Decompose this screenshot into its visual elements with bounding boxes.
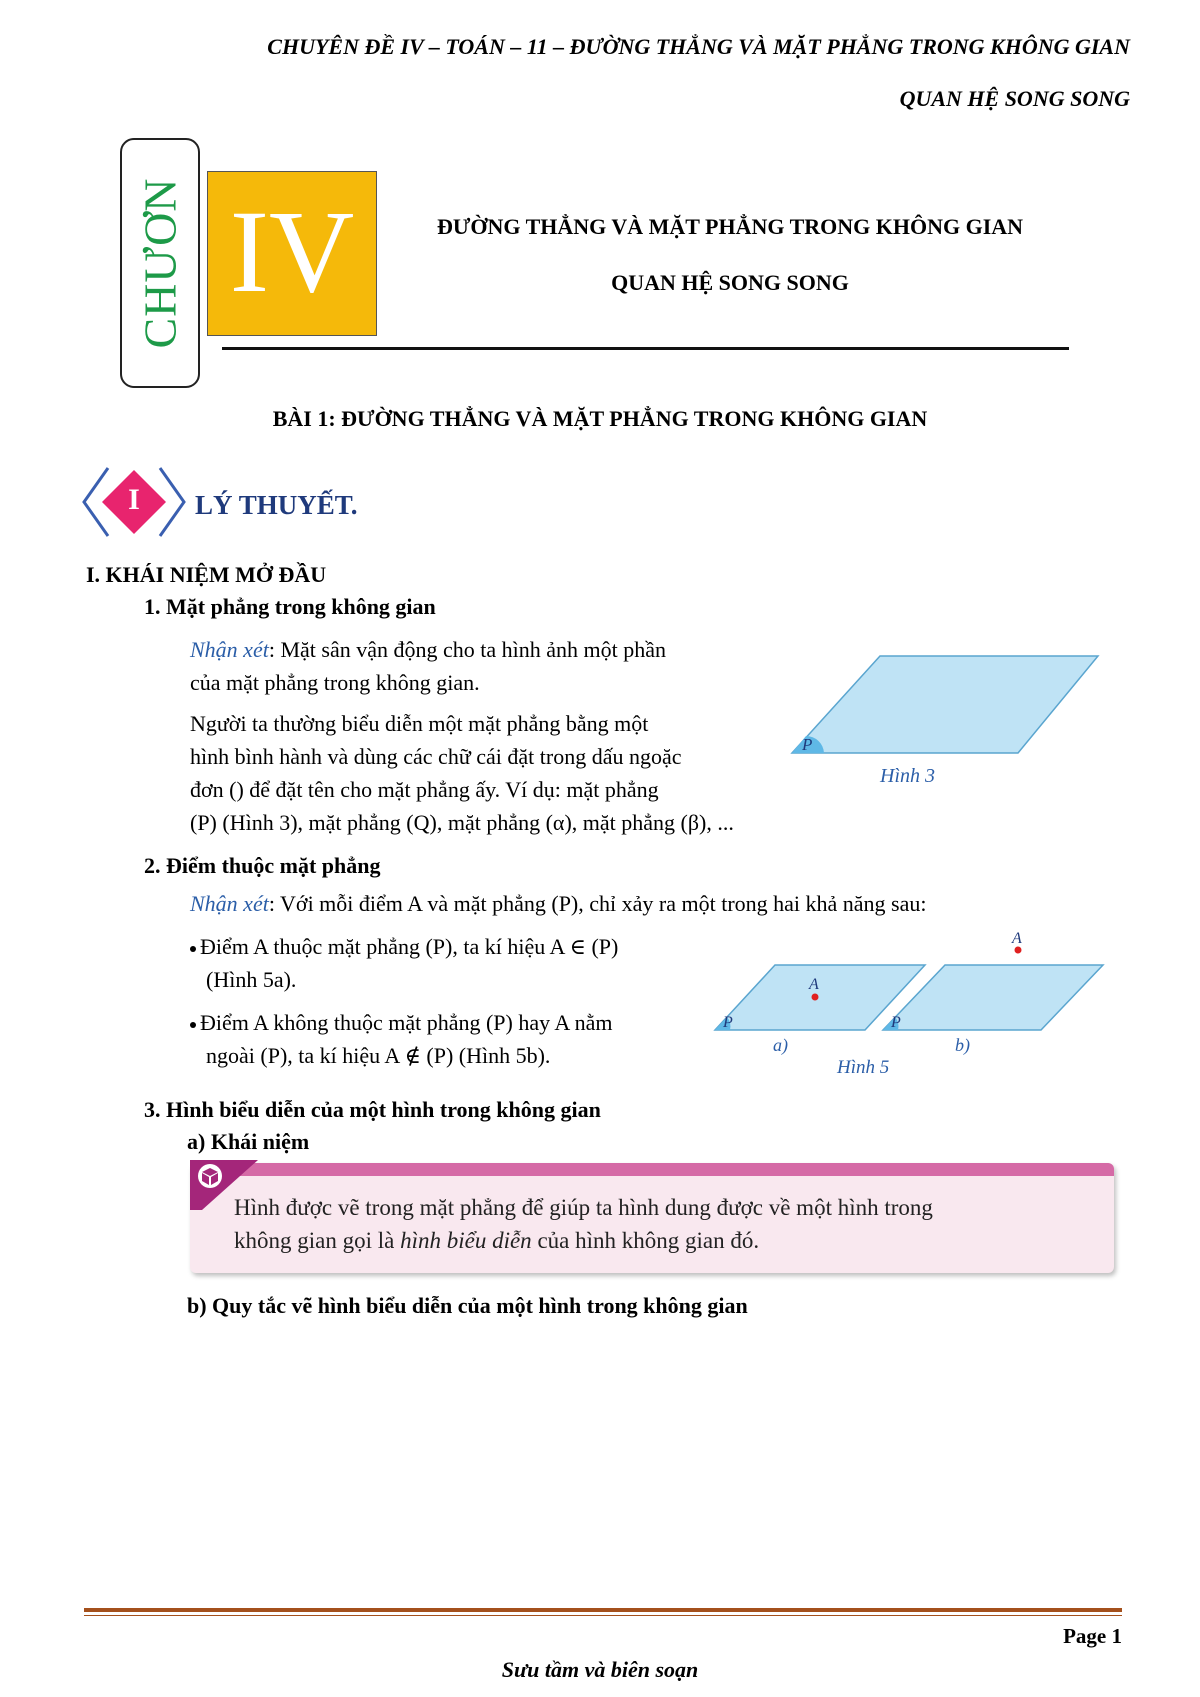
theory-label: LÝ THUYẾT.	[195, 490, 358, 520]
plane-parallelogram	[792, 656, 1098, 753]
plane-remark	[190, 633, 750, 699]
bullet-1	[190, 930, 710, 996]
figure-5a-label: a)	[773, 1035, 788, 1055]
theory-numeral: I	[128, 483, 140, 516]
chapter-title-line1: ĐƯỜNG THẲNG VÀ MẶT PHẲNG TRONG KHÔNG GIAN	[436, 214, 1024, 239]
definition-line	[234, 1224, 1094, 1257]
plane-label: P	[802, 735, 813, 754]
subsection-3-title: 3. Hình biểu diễn của một hình trong không gian	[144, 1097, 601, 1122]
chapter-number: IV	[229, 186, 355, 317]
chapter-tab	[120, 138, 200, 388]
concept-title: a) Khái niệm	[187, 1129, 310, 1154]
paragraph-line: hình bình hành và dùng các chữ cái đặt trong dấu ngoặc	[190, 744, 682, 769]
point-a-label: A	[809, 976, 819, 993]
drawing-rules-title: b) Quy tắc vẽ hình biểu diễn của một hình trong không gian	[187, 1293, 748, 1318]
bullet-dot	[190, 946, 196, 952]
remark-text: : Mặt sân vận động cho ta hình ảnh một phần	[268, 637, 666, 662]
bullet-dot	[190, 1022, 196, 1028]
plane-a-label: P	[723, 1014, 733, 1031]
page-number: Page 1	[1063, 1624, 1122, 1648]
bullet-text: (Hình 5a).	[206, 967, 297, 992]
figure-3-caption: Hình 3	[880, 765, 935, 787]
figure-5-caption: Hình 5	[837, 1057, 890, 1078]
chapter-title-line2: QUAN HỆ SONG SONG	[611, 270, 849, 295]
plane-b-label: P	[891, 1014, 901, 1031]
definition-emphasis: hình biểu diễn	[400, 1228, 532, 1253]
chapter-divider	[222, 347, 1069, 350]
section-title: I. KHÁI NIỆM MỞ ĐẦU	[86, 562, 327, 587]
subsection-1-title: 1. Mặt phẳng trong không gian	[144, 594, 436, 619]
running-header-line1: CHUYÊN ĐỀ IV – TOÁN – 11 – ĐƯỜNG THẲNG VÀ MẶT PHẲNG TRONG KHÔNG GIAN	[267, 34, 1130, 59]
chapter-number-box	[207, 171, 377, 336]
remark-text: : Với mỗi điểm A và mặt phẳng (P), chỉ xảy ra một trong hai khả năng sau:	[268, 891, 927, 916]
bullet-text: Điểm A không thuộc mặt phẳng (P) hay A nằm	[200, 1010, 613, 1035]
point-remark	[190, 887, 1090, 920]
bullet-2	[190, 1006, 710, 1072]
paragraph-line: (P) (Hình 3), mặt phẳng (Q), mặt phẳng (α), mặt phẳng (β), ...	[190, 810, 734, 835]
subsection-2-title: 2. Điểm thuộc mặt phẳng	[144, 853, 381, 878]
figure-5b-label: b)	[955, 1035, 970, 1055]
chapter-word: CHƯƠN	[134, 177, 186, 349]
figure-3-plane	[780, 650, 1110, 790]
definition-box-bar	[190, 1163, 1114, 1176]
bullet-text: ngoài (P), ta kí hiệu A ∉ (P) (Hình 5b).	[206, 1043, 551, 1068]
remark-text-2: của mặt phẳng trong không gian.	[190, 670, 480, 695]
running-header-line2: QUAN HỆ SONG SONG	[899, 86, 1130, 111]
footer-rule-thin	[84, 1615, 1122, 1616]
definition-line: Hình được vẽ trong mặt phẳng để giúp ta hình dung được về một hình trong	[234, 1195, 933, 1220]
definition-text-part: không gian gọi là	[234, 1228, 401, 1253]
definition-text-part: của hình không gian đó.	[531, 1228, 760, 1253]
remark-label: Nhận xét	[190, 637, 269, 662]
remark-label: Nhận xét	[190, 891, 269, 916]
bullet-text: Điểm A thuộc mặt phẳng (P), ta kí hiệu A ∈ (P)	[200, 934, 619, 959]
paragraph-line: Người ta thường biểu diễn một mặt phẳng bằng một	[190, 711, 649, 736]
footer-rule	[84, 1608, 1122, 1612]
definition-text	[234, 1191, 1094, 1257]
figure-5-planes	[705, 925, 1115, 1085]
point-a-in-plane	[812, 994, 819, 1001]
point-a-outside-plane	[1015, 947, 1022, 954]
lesson-title: BÀI 1: ĐƯỜNG THẲNG VÀ MẶT PHẲNG TRONG KHÔNG GIAN	[272, 406, 928, 431]
paragraph-line: đơn () để đặt tên cho mặt phẳng ấy. Ví dụ: mặt phẳng	[190, 777, 659, 802]
footer-credit: Sưu tầm và biên soạn	[501, 1657, 699, 1682]
point-a-label: A	[1012, 930, 1022, 947]
